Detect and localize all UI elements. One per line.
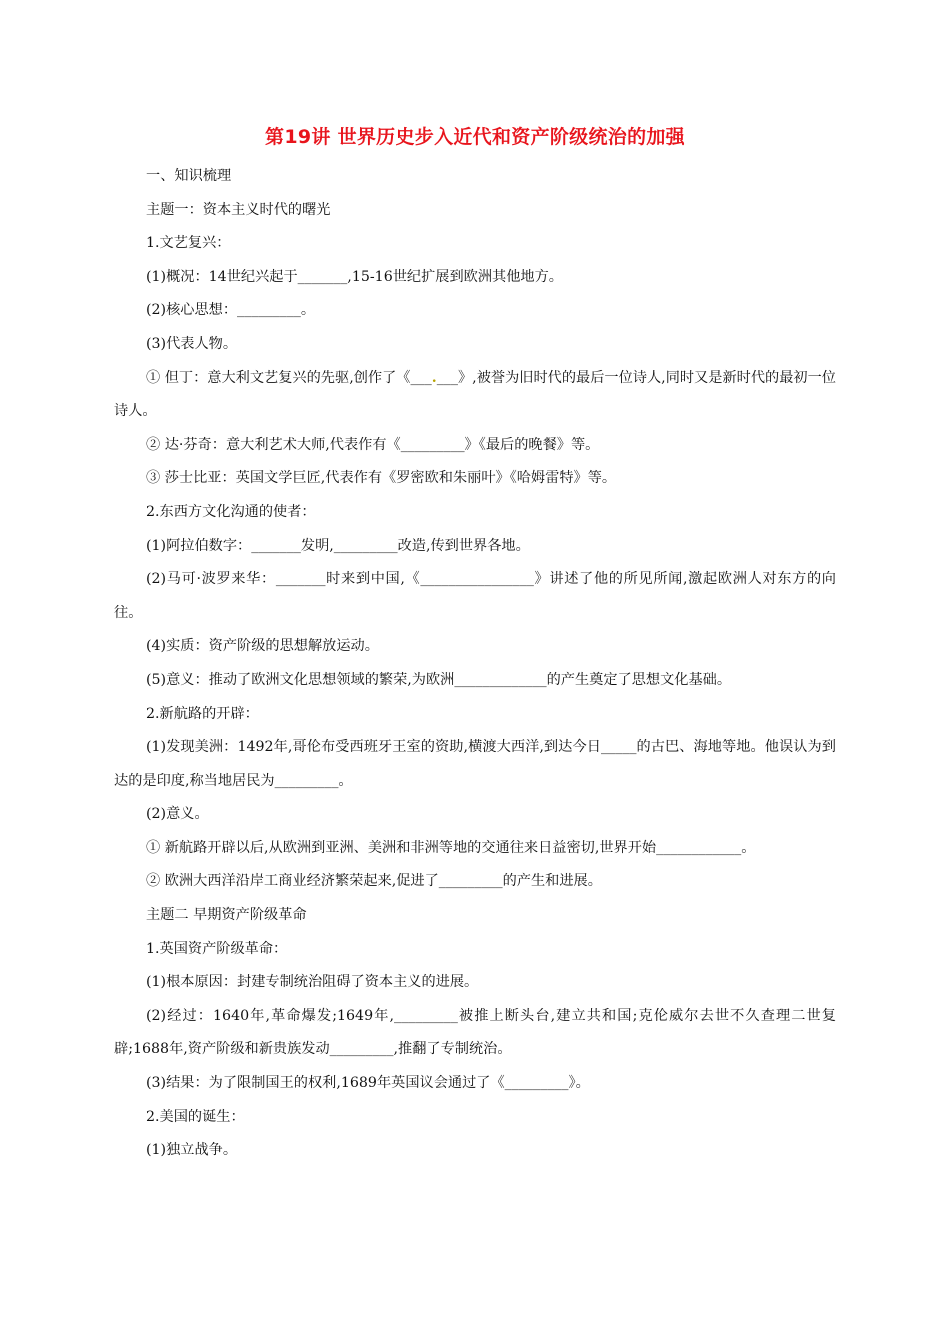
text-line: (3)代表人物。 <box>146 335 238 352</box>
text-segment: ① 但丁：意大利文艺复兴的先驱,创作了《___ <box>146 369 432 386</box>
text-paragraph: ① 新航路开辟以后,从欧洲到亚洲、美洲和非洲等地的交通往来日益密切,世界开始____________。 <box>146 839 756 856</box>
subsection-heading: 1.英国资产阶级革命： <box>146 940 288 957</box>
text-line: (1)独立战争。 <box>146 1142 238 1159</box>
text-line: (3)结果：为了限制国王的权利,1689年英国议会通过了《_________》。 <box>146 1075 590 1092</box>
text-paragraph: (2)经过：1640年,革命爆发;1649年,_________被推上断头台,建立共和国;克伦威尔去世不久查理二世复辟;1688年,资产阶级和新贵族发动_________,推翻了专制统治。 <box>114 1007 836 1058</box>
topic-heading: 主题一：资本主义时代的曙光 <box>146 201 331 218</box>
section-heading: 一、知识梳理 <box>146 168 232 184</box>
subsection-heading: 2.东西方文化沟通的使者： <box>146 503 316 520</box>
ink-dot: . <box>431 369 437 386</box>
text-line: (1)根本原因：封建专制统治阻碍了资本主义的进展。 <box>146 974 479 991</box>
text-line: (4)实质：资产阶级的思想解放运动。 <box>146 638 379 655</box>
subsection-heading: 2.美国的诞生： <box>146 1108 245 1125</box>
subsection-heading: 2.新航路的开辟： <box>146 705 259 722</box>
text-line: (1)阿拉伯数字：_______发明,_________改造,传到世界各地。 <box>146 537 530 554</box>
text-line: (2)核心思想：_________。 <box>146 302 316 319</box>
text-line: ② 达·芬奇：意大利艺术大师,代表作有《_________》《最后的晚餐》等。 <box>146 436 600 453</box>
text-line: (5)意义：推动了欧洲文化思想领域的繁荣,为欧洲_____________的产生奠定了思想文化基础。 <box>146 671 732 688</box>
text-paragraph: (2)马可·波罗来华：_______时来到中国,《________________》讲述了他的所见所闻,激起欧洲人对东方的向往。 <box>114 571 836 621</box>
page-title: 第19讲 世界历史步入近代和资产阶级统治的加强 <box>265 126 685 148</box>
topic-heading: 主题二 早期资产阶级革命 <box>146 907 307 924</box>
text-line: ② 欧洲大西洋沿岸工商业经济繁荣起来,促进了_________的产生和进展。 <box>146 873 602 890</box>
text-paragraph: (1)发现美洲：1492年,哥伦布受西班牙王室的资助,横渡大西洋,到达今日_____的古巴、海地等地。他误认为到达的是印度,称当地居民为_________。 <box>114 739 836 789</box>
document-body <box>114 160 836 1168</box>
subsection-heading: 1.文艺复兴： <box>146 235 231 252</box>
text-line: (1)概况：14世纪兴起于_______,15-16世纪扩展到欧洲其他地方。 <box>146 268 563 285</box>
text-line: ③ 莎士比亚：英国文学巨匠,代表作有《罗密欧和朱丽叶》《哈姆雷特》等。 <box>146 470 617 487</box>
text-segment: ___》,被誉为旧时代的最后一位诗人,同时又是新时代的最初一位诗人。 <box>114 369 836 420</box>
text-line: (2)意义。 <box>146 806 209 823</box>
text-paragraph <box>114 362 836 429</box>
